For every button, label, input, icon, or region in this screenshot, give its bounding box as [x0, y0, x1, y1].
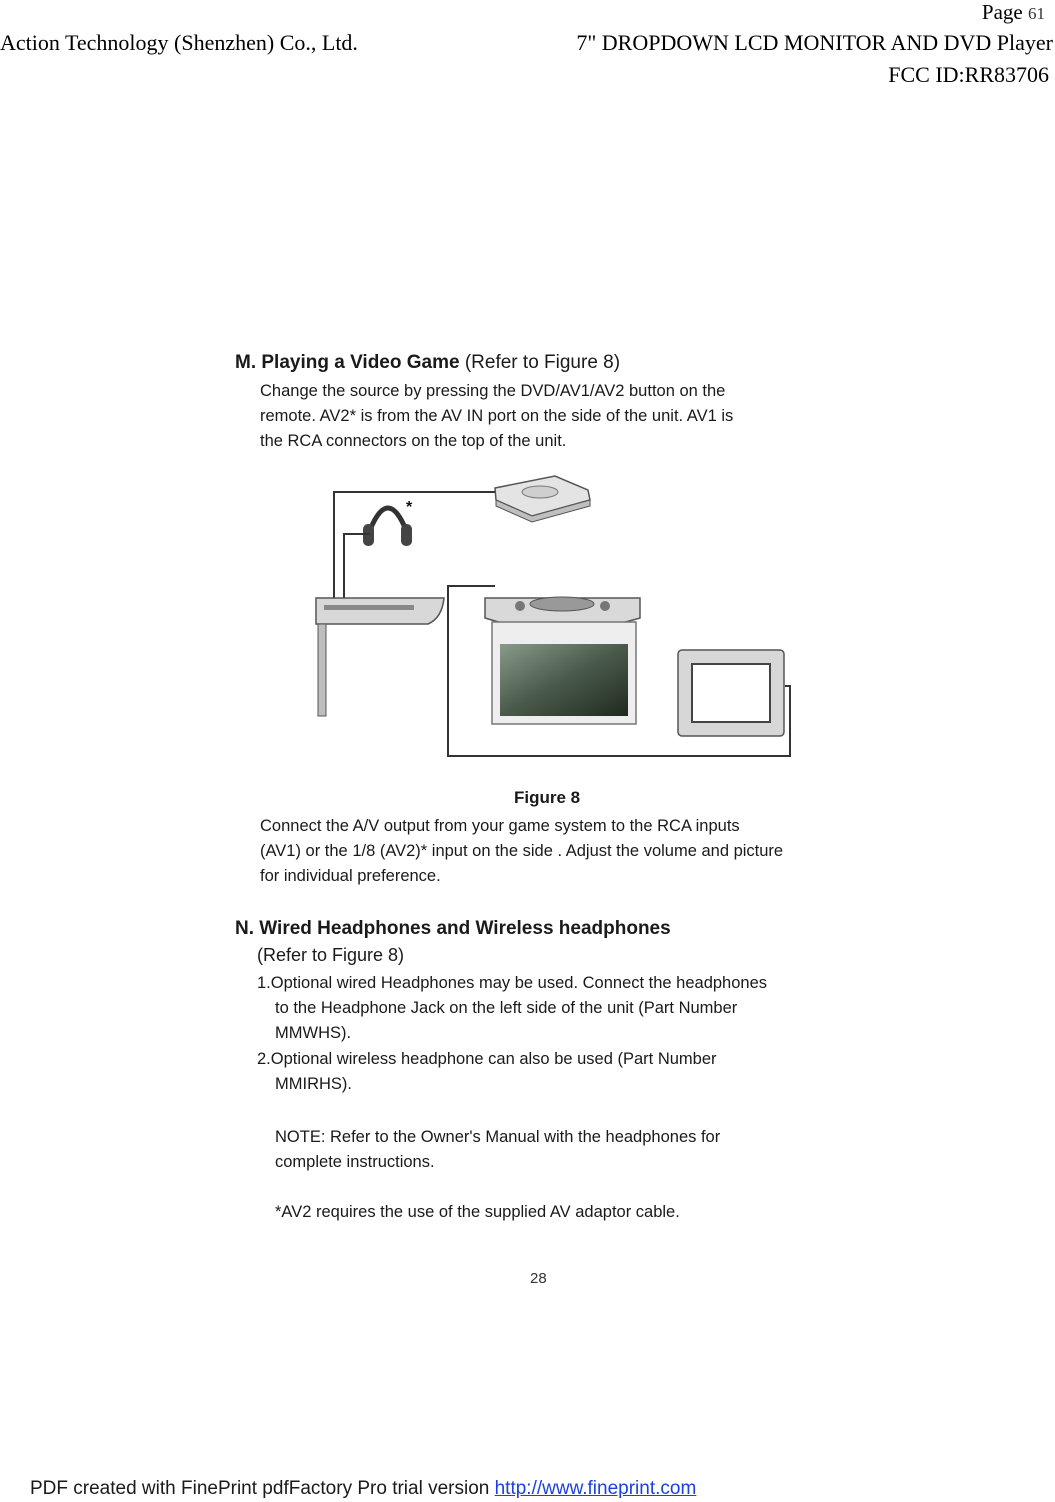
fcc-id: FCC ID:RR83706: [888, 62, 1049, 87]
section-m-title: M. Playing a Video Game: [235, 352, 460, 373]
note-line: complete instructions.: [275, 1153, 435, 1171]
item-1-line: 1.Optional wired Headphones may be used. Connect the headphones: [257, 974, 768, 992]
page-number: 61: [1028, 4, 1045, 23]
footer-text: PDF created with FinePrint pdfFactory Pro trial version: [30, 1478, 495, 1499]
connect-line: (AV1) or the 1/8 (AV2)* input on the side . Adjust the volume and picture: [260, 842, 784, 860]
fineprint-link[interactable]: http://www.fineprint.com: [494, 1478, 697, 1499]
figure-8-illustration: [300, 468, 800, 768]
headphones-image: [363, 508, 412, 546]
av2-note: *AV2 requires the use of the supplied AV adaptor cable.: [275, 1203, 680, 1221]
note-text: [275, 1125, 720, 1175]
section-m-body: [260, 379, 733, 454]
pdf-footer: [30, 1478, 696, 1500]
connect-instructions: [260, 814, 783, 889]
figure-caption: Figure 8: [514, 788, 581, 807]
section-m-ref: (Refer to Figure 8): [464, 352, 621, 373]
page-label: Page: [981, 0, 1023, 24]
item-2-line: MMIRHS).: [275, 1075, 352, 1093]
document-page-number: 28: [530, 1270, 547, 1287]
section-n-item-1: [257, 971, 767, 1046]
section-n-title: N. Wired Headphones and Wireless headphones: [235, 918, 671, 939]
item-2-line: 2.Optional wireless headphone can also be used (Part Number: [257, 1050, 717, 1068]
section-n-ref: (Refer to Figure 8): [257, 945, 405, 965]
product-title: 7" DROPDOWN LCD MONITOR AND DVD Player: [576, 30, 1053, 55]
connect-line: for individual preference.: [260, 867, 441, 885]
connect-line: Connect the A/V output from your game system to the RCA inputs: [260, 817, 740, 835]
section-m-line: the RCA connectors on the top of the unit.: [260, 432, 567, 450]
section-m-line: Change the source by pressing the DVD/AV1/AV2 button on the: [260, 382, 726, 400]
section-n-item-2: [257, 1047, 717, 1097]
television-image: [678, 650, 784, 736]
header-page-label: [982, 0, 1045, 25]
section-n-heading: [235, 918, 671, 940]
company-name: Action Technology (Shenzhen) Co., Ltd.: [0, 30, 358, 55]
monitor-side-view: [316, 598, 444, 716]
item-1-line: to the Headphone Jack on the left side of the unit (Part Number: [275, 999, 738, 1017]
section-m-line: remote. AV2* is from the AV IN port on the side of the unit. AV1 is: [260, 407, 734, 425]
figure-asterisk: *: [406, 499, 413, 516]
dropdown-monitor-image: [485, 597, 640, 724]
game-console-image: [495, 476, 590, 522]
note-line: NOTE: Refer to the Owner's Manual with the headphones for: [275, 1128, 721, 1146]
section-m-heading: [235, 352, 620, 374]
item-1-line: MMWHS).: [275, 1024, 352, 1042]
